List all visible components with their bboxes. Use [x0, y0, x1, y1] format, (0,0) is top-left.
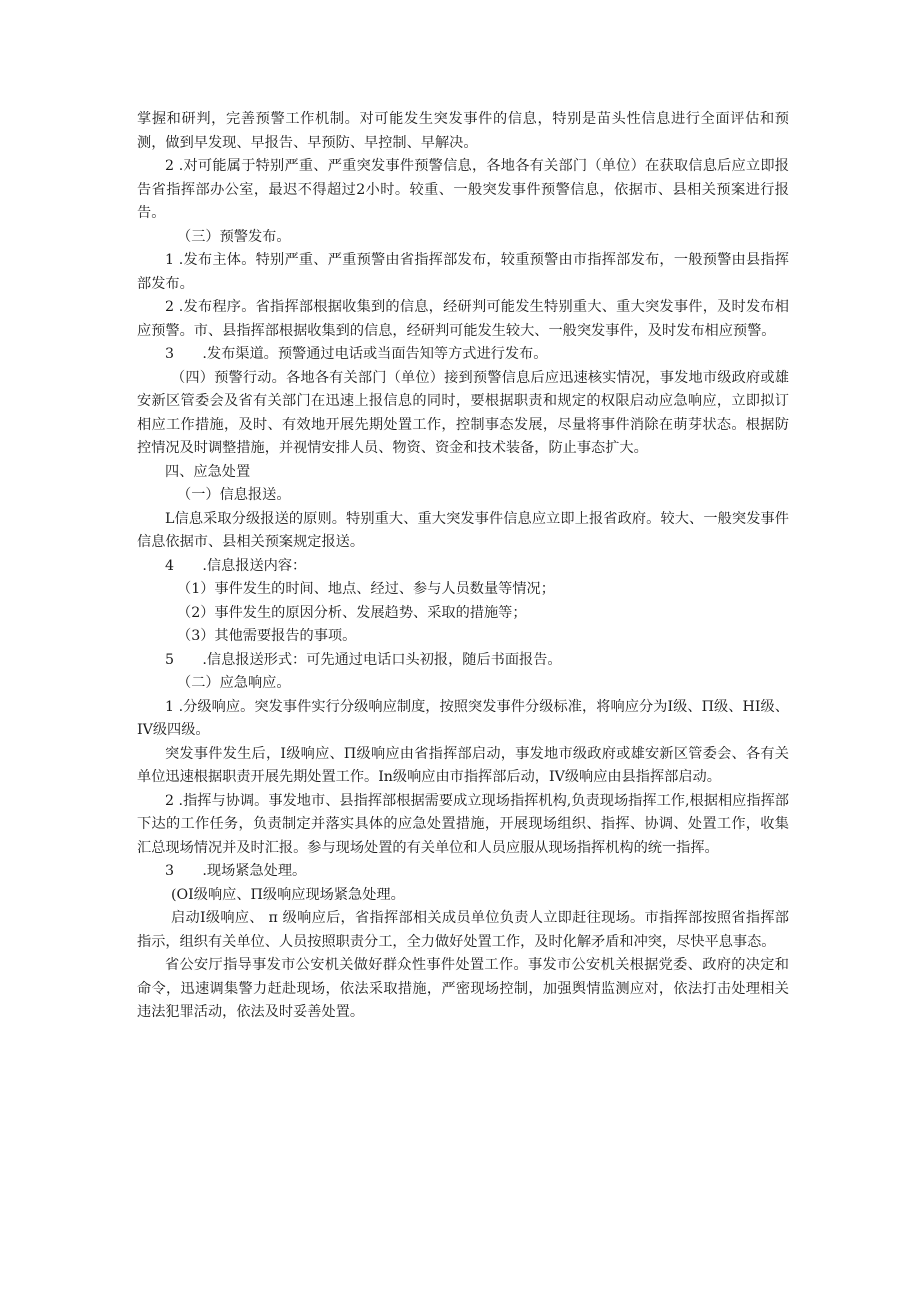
paragraph-info-form: 5 .信息报送形式：可先通过电话口头初报，随后书面报告。: [165, 651, 562, 668]
paragraph-graded-response: 1 .分级响应。突发事件实行分级响应制度，按照突发事件分级标准，将响应分为I级、П级、HI级、IV级四级。: [137, 698, 789, 738]
list-item-info-3: （3）其他需要报告的事项。: [177, 628, 357, 644]
paragraph-warning-mechanism: 掌握和研判，完善预警工作机制。对可能发生突发事件的信息，特别是苗头性信息进行全面评估和预测，做到早发现、早报告、早预防、早控制、早解决。: [137, 111, 789, 151]
paragraph-release-subject: 1 .发布主体。特别严重、严重预警由省指挥部发布，较重预警由市指挥部发布，一般预警由县指挥部发布。: [137, 252, 789, 292]
heading-info-reporting: （一）信息报送。: [177, 487, 291, 503]
paragraph-command-coordination: 2 .指挥与协调。事发地市、县指挥部根据需要成立现场指挥机构,负责现场指挥工作,根据相应指挥部下达的工作任务，负责制定并落实具体的应急处置措施，开展现场组织、指挥、协调、处置工作，收集汇总现场情况并及时汇报。参与现场处置的有关单位和人员应服从现场指挥机构的统一指挥。: [137, 792, 789, 856]
paragraph-release-procedure: 2 .发布程序。省指挥部根据收集到的信息，经研判可能发生特别重大、重大突发事件，及时发布相应预警。市、县指挥部根据收集到的信息，经研判可能发生较大、一般突发事件，及时发布相应预警。: [137, 299, 789, 339]
heading-emergency-response: （二）应急响应。: [177, 675, 291, 691]
list-item-info-1: （1）事件发生的时间、地点、经过、参与人员数量等情况；: [177, 581, 555, 597]
document-body: [137, 108, 789, 1025]
paragraph-response-start: 突发事件发生后，I级响应、П级响应由省指挥部启动，事发地市级政府或雄安新区管委会、各有关单位迅速根据职责开展先期处置工作。In级响应由市指挥部后动，IV级响应由县指挥部启动。: [137, 745, 789, 785]
paragraph-info-content: 4 .信息报送内容：: [165, 557, 307, 574]
paragraph-info-principle: L信息采取分级报送的原则。特别重大、重大突发事件信息应立即上报省政府。较大、一般突发事件信息依据市、县相关预案规定报送。: [137, 510, 789, 550]
paragraph-public-security: 省公安厅指导事发市公安机关做好群众性事件处置工作。事发市公安机关根据党委、政府的决定和命令，迅速调集警力赶赴现场，依法采取措施，严密现场控制，加强舆情监测应对，依法打击处理相关违法犯罪活动，依法及时妥善处置。: [137, 957, 789, 1020]
paragraph-warning-report: 2 .对可能属于特别严重、严重突发事件预警信息，各地各有关部门（单位）在获取信息后应立即报告省指挥部办公室，最迟不得超过2小时。较重、一般突发事件预警信息，依据市、县相关预案进行报告。: [137, 158, 789, 221]
heading-warning-release: （三）预警发布。: [177, 228, 291, 245]
paragraph-warning-action: （四）预警行动。各地各有关部门（单位）接到预警信息后应迅速核实情况，事发地市级政府或雄安新区管委会及省有关部门在迅速上报信息的同时，要根据职责和规定的权限启动应急响应，立即拟订相应工作措施，及时、有效地开展先期处置工作，控制事态发展，尽量将事件消除在萌芽状态。根据防控情况及时调整措施，并视情安排人员、物资、资金和技术装备，防止事态扩大。: [137, 369, 789, 456]
paragraph-level-response-onsite: (OI级响应、П级响应现场紧急处理。: [171, 886, 405, 903]
paragraph-release-channel: 3 .发布渠道。预警通过电话或当面告知等方式进行发布。: [165, 346, 548, 362]
paragraph-onsite-emergency: 3 .现场紧急处理。: [165, 863, 307, 879]
list-item-info-2: （2）事件发生的原因分析、发展趋势、采取的措施等；: [177, 604, 527, 621]
paragraph-start-level-response: 启动I级响应、 π 级响应后，省指挥部相关成员单位负责人立即赶往现场。市指挥部按照省指挥部指示，组织有关单位、人员按照职责分工，全力做好处置工作，及时化解矛盾和冲突，尽快平息事态。: [137, 910, 789, 950]
heading-emergency-handling: 四、应急处置: [165, 463, 251, 480]
